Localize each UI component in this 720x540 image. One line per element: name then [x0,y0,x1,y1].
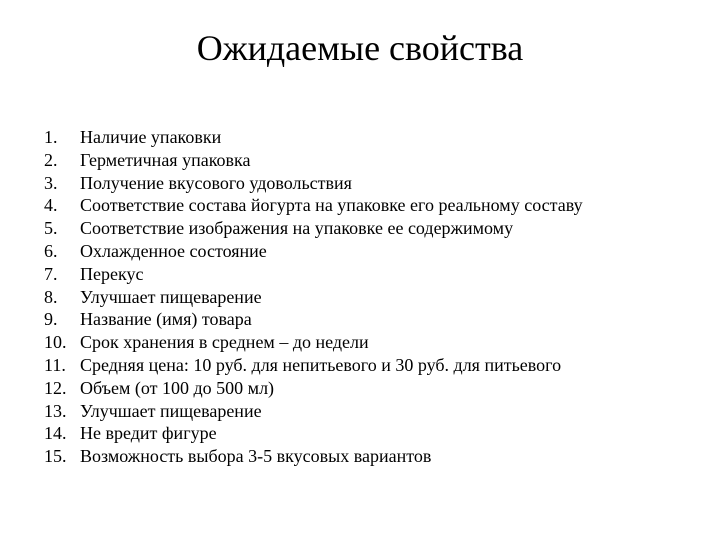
item-number: 12. [44,377,67,398]
item-number: 3. [44,172,58,193]
item-text: Название (имя) товара [80,309,252,330]
item-number: 14. [44,423,67,444]
item-text: Наличие упаковки [80,127,222,147]
list-item [44,263,583,286]
item-text: Улучшает пищеварение [80,286,262,307]
list-item [44,377,583,400]
list-item [44,217,583,240]
item-number: 1. [44,127,58,147]
item-number: 13. [44,400,67,421]
list-item [44,240,583,263]
list-item [44,286,583,309]
item-number: 4. [44,195,58,216]
item-number: 7. [44,263,58,284]
item-text: Соответствие состава йогурта на упаковке его реальному составу [80,195,583,216]
list-item [44,126,583,149]
item-text: Возможность выбора 3-5 вкусовых вариантов [80,446,432,467]
properties-list [44,126,583,468]
list-item [44,400,583,423]
item-text: Охлажденное состояние [80,240,267,261]
item-text: Соответствие изображения на упаковке ее содержимому [80,218,514,239]
item-text: Объем (от 100 до 500 мл) [80,377,275,398]
item-number: 10. [44,332,67,353]
item-text: Улучшает пищеварение [80,400,262,421]
item-text: Получение вкусового удовольствия [80,172,352,193]
item-number: 6. [44,240,58,261]
item-number: 2. [44,149,58,170]
list-item [44,194,583,217]
item-number: 9. [44,309,58,330]
list-item [44,149,583,172]
list-item [44,422,583,445]
list-item [44,354,583,377]
item-text: Перекус [80,263,144,284]
item-text: Средняя цена: 10 руб. для непитьевого и 30 руб. для питьевого [80,354,562,375]
item-number: 15. [44,446,67,467]
list-item [44,172,583,195]
list-item [44,445,583,468]
list-item [44,308,583,331]
item-number: 11. [44,354,66,375]
list-item [44,331,583,354]
item-number: 5. [44,218,58,239]
item-text: Герметичная упаковка [80,149,251,170]
item-text: Не вредит фигуре [80,423,217,444]
item-text: Срок хранения в среднем – до недели [80,332,369,353]
slide-title: Ожидаемые свойства [196,28,524,68]
item-number: 8. [44,286,58,307]
